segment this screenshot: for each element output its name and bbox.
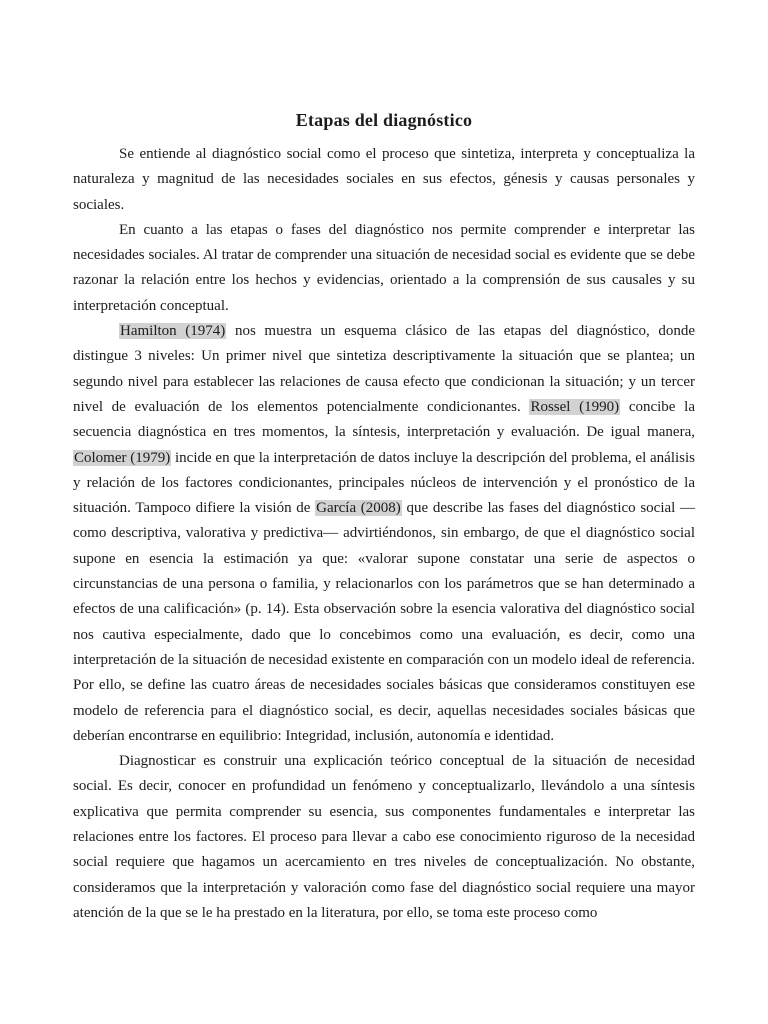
body-paragraph xyxy=(73,218,695,319)
paragraph-text: concibe la secuencia diagnóstica en tres momentos, la síntesis, interpretación y evaluación. De igual manera, xyxy=(73,398,695,441)
citation-highlight: García (2008) xyxy=(316,500,401,517)
paragraph-text: Diagnosticar es construir una explicación teórico conceptual de la situación de necesidad social. Es decir, conocer en profundidad un fenómeno y conceptualizarlo, llevándolo a una síntesis explicativa que permita comprender su esencia, sus componentes fundamentales e interpretar las relaciones entre los factores. El proceso para llevar a cabo ese conocimiento riguroso de la necesidad social requiere que hagamos un acercamiento en tres niveles de conceptualización. No obstante, consideramos que la interpretación y valoración como fase del diagnóstico social requiere una mayor atención de la que se le ha prestado en la literatura, por ello, se toma este proceso como xyxy=(73,753,695,921)
paragraph-text: En cuanto a las etapas o fases del diagnóstico nos permite comprender e interpretar las necesidades sociales. Al tratar de comprender una situación de necesidad social es evidente que se debe razonar la relación entre los hechos y evidencias, orientado a la comprensión de sus causales y su interpretación conceptual. xyxy=(73,221,695,314)
body-paragraph xyxy=(73,319,695,749)
paragraph-text: nos muestra un esquema clásico de las etapas del diagnóstico, donde distingue 3 niveles: Un primer nivel que sintetiza descriptivamente la situación que se plantea; un segundo nivel para establecer las relaciones de causa efecto que condicionan la situación; y un tercer nivel de evaluación de los elementos potencialmente condicionantes. xyxy=(73,323,695,415)
body-paragraph xyxy=(73,749,695,926)
paragraph-text: incide en que la interpretación de datos incluye la descripción del problema, el análisis y relación de los factores condicionantes, principales núcleos de intervención y el pronóstico de la situación. Tampoco difiere la visión de xyxy=(73,449,695,517)
body-paragraph xyxy=(73,142,695,218)
citation-highlight: Hamilton (1974) xyxy=(120,323,226,340)
citation-highlight: Colomer (1979) xyxy=(74,449,171,466)
paragraph-text: Se entiende al diagnóstico social como el proceso que sintetiza, interpreta y conceptualiza la naturaleza y magnitud de las necesidades sociales en sus efectos, génesis y causas personales y sociales. xyxy=(73,146,695,213)
document-body xyxy=(73,142,695,926)
paragraph-text: que describe las fases del diagnóstico social —como descriptiva, valorativa y predictiva— advirtiéndonos, sin embargo, de que el diagnóstico social supone en esencia la estimación ya que: «valorar supone constatar una serie de aspectos o circunstancias de una persona o familia, y relacionarlos con los parámetros que se han determinado a efectos de una calificación» (p. 14). Esta observación sobre la esencia valorativa del diagnóstico social nos cautiva especialmente, dado que lo concebimos como una evaluación, es decir, como una interpretación de la situación de necesidad existente en comparación con un modelo ideal de referencia. Por ello, se define las cuatro áreas de necesidades sociales básicas que consideramos constituyen ese modelo de referencia para el diagnóstico social, es decir, aquellas necesidades sociales básicas que deberían encontrarse en equilibrio: Integridad, inclusión, autonomía e identidad. xyxy=(73,500,696,744)
document-page xyxy=(73,0,695,1024)
document-title: Etapas del diagnóstico xyxy=(295,110,473,130)
citation-highlight: Rossel (1990) xyxy=(530,398,620,415)
